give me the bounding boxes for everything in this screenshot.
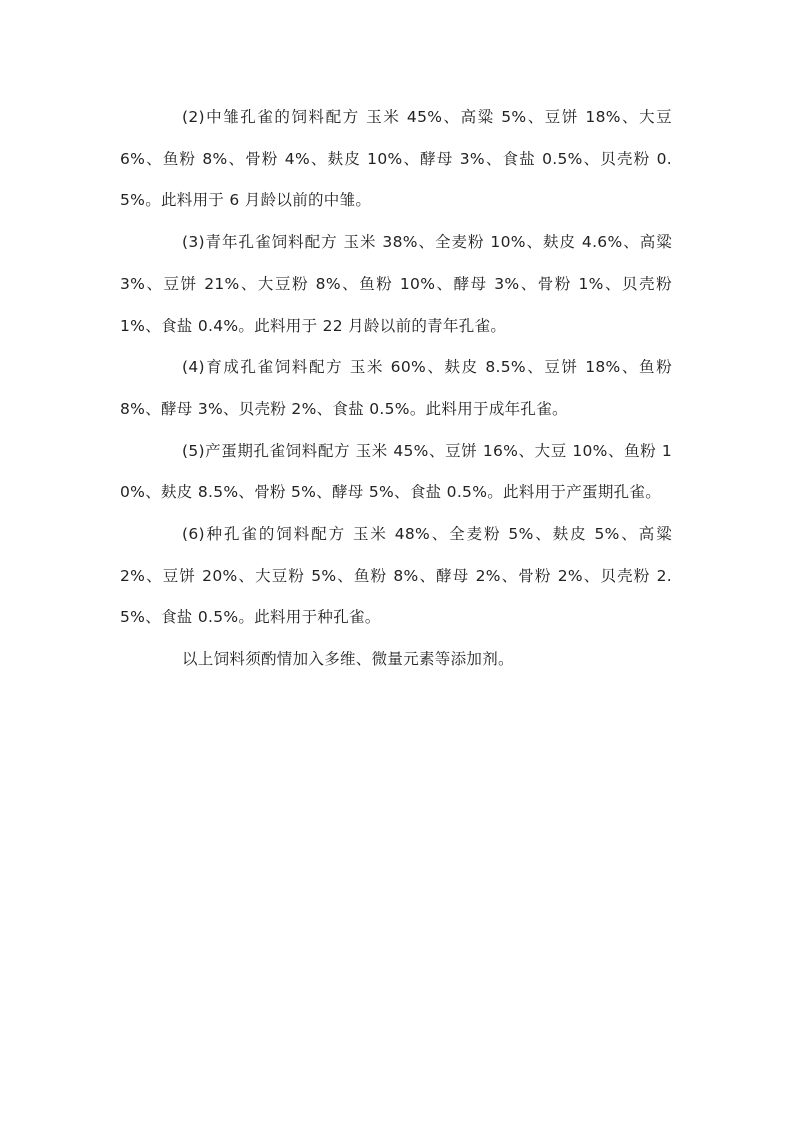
paragraph-breeder-peacock-formula: (6)种孔雀的饲料配方 玉米 48%、全麦粉 5%、麸皮 5%、高粱 2%、豆饼 20%、大豆粉 5%、鱼粉 8%、酵母 2%、骨粉 2%、贝壳粉 2.5%、食盐 0.5%。此料用于种孔雀。	[120, 525, 672, 627]
paragraph-young-peacock-formula: (3)青年孔雀饲料配方 玉米 38%、全麦粉 10%、麸皮 4.6%、高粱 3%、豆饼 21%、大豆粉 8%、鱼粉 10%、酵母 3%、骨粉 1%、贝壳粉 1%、食盐 0.4%。此料用于 22 月龄以前的青年孔雀。	[120, 233, 672, 335]
paragraph-additives-note: 以上饲料须酌情加入多维、微量元素等添加剂。	[182, 650, 514, 669]
paragraph-grower-peacock-formula: (4)育成孔雀饲料配方 玉米 60%、麸皮 8.5%、豆饼 18%、鱼粉 8%、酵母 3%、贝壳粉 2%、食盐 0.5%。此料用于成年孔雀。	[120, 358, 672, 418]
paragraph-middle-chick-formula: (2)中雏孔雀的饲料配方 玉米 45%、高粱 5%、豆饼 18%、大豆 6%、鱼粉 8%、骨粉 4%、麸皮 10%、酵母 3%、食盐 0.5%、贝壳粉 0.5%。此料用于 6 月龄以前的中雏。	[120, 108, 672, 210]
paragraph-laying-peacock-formula: (5)产蛋期孔雀饲料配方 玉米 45%、豆饼 16%、大豆 10%、鱼粉 10%、麸皮 8.5%、骨粉 5%、酵母 5%、食盐 0.5%。此料用于产蛋期孔雀。	[120, 441, 672, 502]
document-body	[120, 97, 672, 681]
